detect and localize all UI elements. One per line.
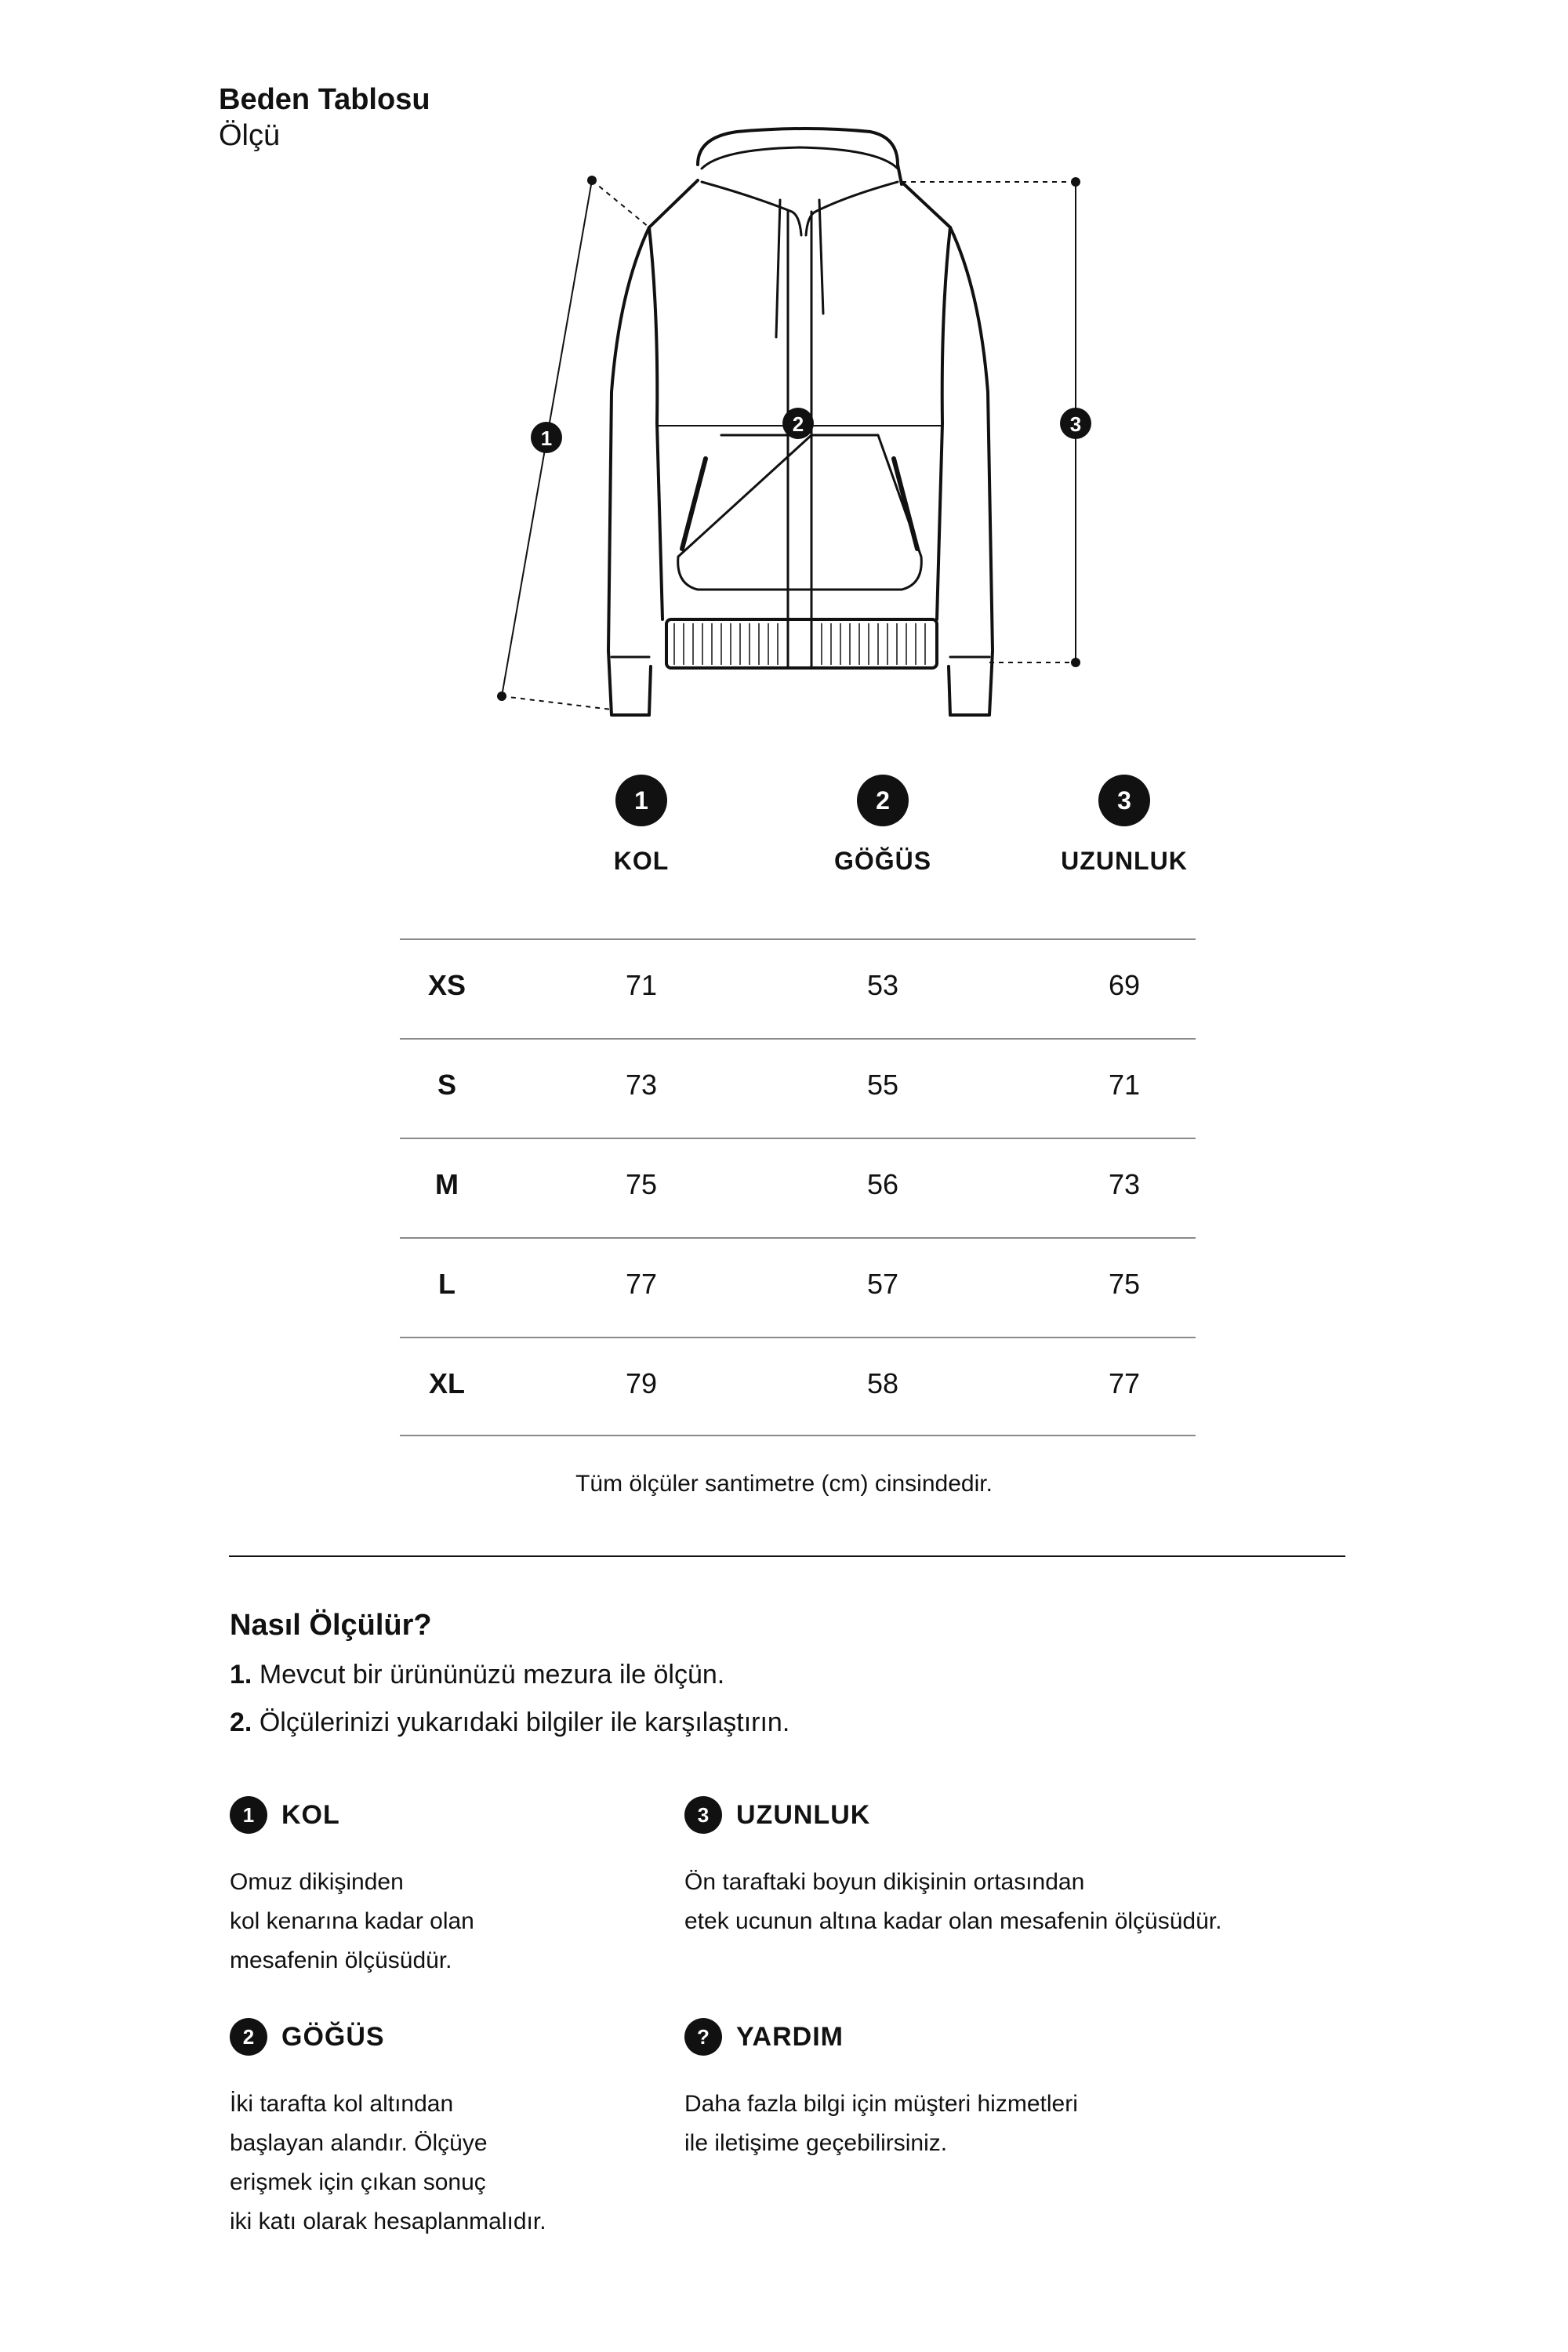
column-header-gogus [804,775,961,876]
page-title: Beden Tablosu [219,83,430,116]
kol-cell: 71 [625,969,658,1001]
table-row [400,1138,1196,1237]
info-title: GÖĞÜS [281,2021,385,2052]
help-icon: ? [684,2018,722,2056]
divider [229,1555,1345,1557]
column-label: KOL [613,847,670,875]
info-uzunluk [684,1795,1390,1941]
kol-cell: 75 [625,1168,658,1200]
info-text: Omuz dikişinden kol kenarına kadar olan mesafenin ölçüsüdür. [230,1869,474,1973]
number-badge: 1 [230,1796,267,1834]
column-header-kol [563,775,720,876]
info-text: Ön taraftaki boyun dikişinin ortasından etek ucunun altına kadar olan mesafenin ölçüsüdür. [684,1869,1222,1934]
size-table [400,938,1196,1436]
size-cell: S [437,1069,456,1101]
uzunluk-cell: 75 [1108,1268,1141,1300]
table-row [400,938,1196,1038]
step-text: Ölçülerinizi yukarıdaki bilgiler ile karşılaştırın. [259,1708,790,1737]
uzunluk-cell: 73 [1108,1168,1141,1200]
svg-text:1: 1 [540,426,553,450]
uzunluk-cell: 69 [1108,969,1141,1001]
kol-cell: 73 [625,1069,658,1101]
column-number-badge: 2 [857,775,909,826]
gogus-cell: 55 [866,1069,899,1101]
hoodie-measurement-diagram [470,122,1113,733]
svg-text:3: 3 [1069,412,1082,436]
table-row [400,1237,1196,1337]
how-to-step-2 [230,1708,789,1738]
info-title: YARDIM [736,2021,844,2052]
size-cell: L [438,1268,456,1300]
table-row [400,1337,1196,1436]
column-label: UZUNLUK [1061,847,1188,875]
gogus-cell: 56 [866,1168,899,1200]
number-badge: 3 [684,1796,722,1834]
gogus-cell: 53 [866,969,899,1001]
marker-2 [782,408,814,439]
column-number-badge: 1 [615,775,667,826]
size-cell: M [435,1168,459,1200]
column-label: GÖĞÜS [833,847,932,875]
gogus-cell: 58 [866,1367,899,1399]
kol-cell: 79 [625,1367,658,1399]
table-row [400,1038,1196,1138]
step-number: 1. [230,1660,252,1690]
gogus-cell: 57 [866,1268,899,1300]
marker-3 [1060,408,1091,439]
step-number: 2. [230,1708,252,1737]
number-badge: 2 [230,2018,267,2056]
svg-text:2: 2 [792,412,804,436]
units-note: Tüm ölçüler santimetre (cm) cinsindedir. [575,1471,993,1497]
info-title: KOL [281,1799,340,1830]
dot [587,176,597,185]
size-cell: XS [427,969,466,1001]
step-text: Mevcut bir ürününüzü mezura ile ölçün. [259,1660,725,1690]
marker-1 [531,422,562,453]
column-header-uzunluk [1046,775,1203,876]
column-number-badge: 3 [1098,775,1150,826]
info-yardim [684,2017,1390,2163]
how-to-step-1 [230,1660,724,1690]
uzunluk-cell: 71 [1108,1069,1141,1101]
size-cell: XL [428,1367,465,1399]
page-subtitle: Ölçü [219,119,281,152]
info-title: UZUNLUK [736,1799,871,1830]
info-text: Daha fazla bilgi için müşteri hizmetleri ile iletişime geçebilirsiniz. [684,2091,1078,2156]
kol-cell: 77 [625,1268,658,1300]
uzunluk-cell: 77 [1108,1367,1141,1399]
info-text: İki tarafta kol altından başlayan alandır. Ölçüye erişmek için çıkan sonuç iki katı olarak hesaplanmalıdır. [230,2091,546,2234]
how-to-title: Nasıl Ölçülür? [230,1609,432,1642]
